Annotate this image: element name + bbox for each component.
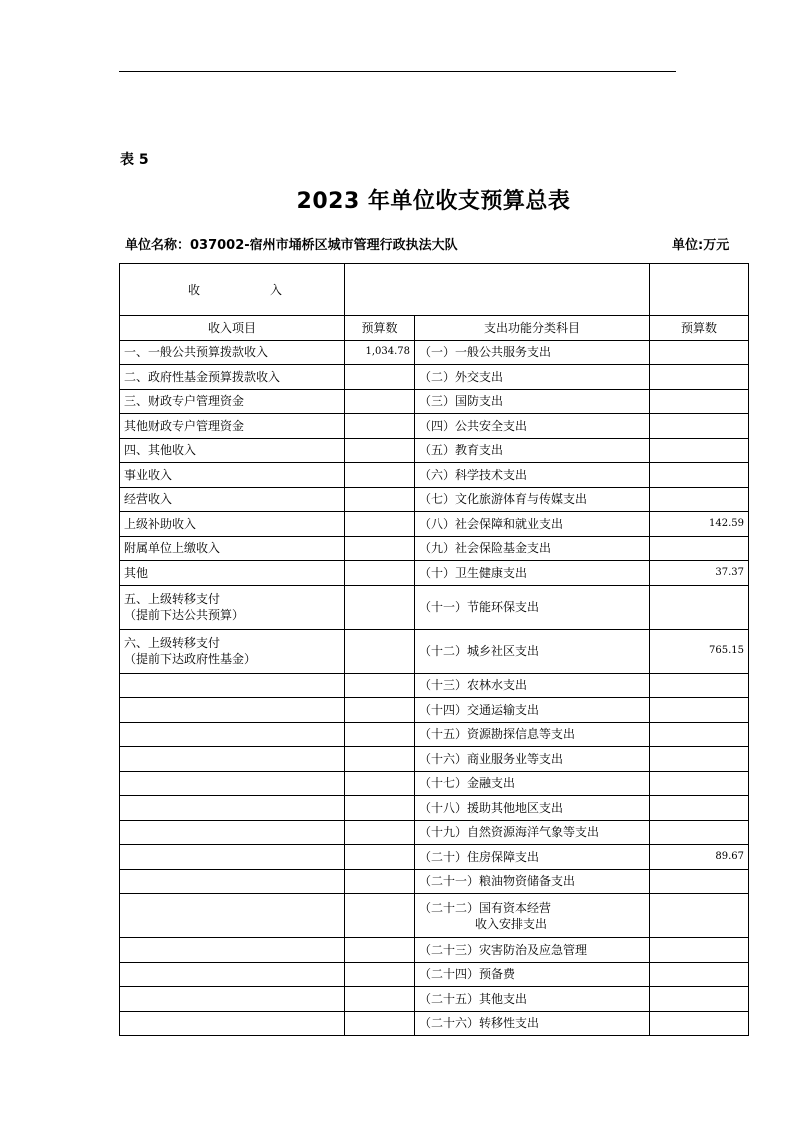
table-row	[120, 585, 749, 629]
income-amount	[345, 1011, 415, 1036]
table-column-header	[120, 316, 749, 341]
expense-cell: （四）公共安全支出	[415, 414, 650, 439]
income-amount	[345, 869, 415, 894]
table-row	[120, 673, 749, 698]
expense-cell: （二十三）灾害防治及应急管理	[415, 938, 650, 963]
expense-amount	[650, 463, 749, 488]
income-cell: 其他	[120, 561, 345, 586]
expense-amount	[650, 389, 749, 414]
expense-amount	[650, 414, 749, 439]
expense-cell	[415, 894, 650, 938]
table-row	[120, 512, 749, 537]
table-row	[120, 629, 749, 673]
expense-cell: （二十四）预备费	[415, 962, 650, 987]
income-amount	[345, 512, 415, 537]
col-income-item: 收入项目	[120, 316, 345, 341]
income-cell	[120, 820, 345, 845]
income-amount	[345, 438, 415, 463]
table-row	[120, 414, 749, 439]
expense-amount	[650, 722, 749, 747]
income-amount	[345, 845, 415, 870]
expense-cell: （五）教育支出	[415, 438, 650, 463]
table-row	[120, 340, 749, 365]
income-line-1: 六、上级转移支付	[124, 636, 221, 650]
income-group-char-2: 入	[270, 282, 283, 297]
expense-cell: （九）社会保险基金支出	[415, 536, 650, 561]
expense-cell: （二十五）其他支出	[415, 987, 650, 1012]
unit-name: 单位名称：037002-宿州市埇桥区城市管理行政执法大队	[125, 238, 458, 253]
expense-amount	[650, 938, 749, 963]
income-cell	[120, 629, 345, 673]
income-amount	[345, 673, 415, 698]
expense-amount	[650, 869, 749, 894]
expense-amount	[650, 820, 749, 845]
income-cell: 四、其他收入	[120, 438, 345, 463]
expense-amount	[650, 698, 749, 723]
income-cell	[120, 962, 345, 987]
expense-amount	[650, 673, 749, 698]
expense-amount	[650, 894, 749, 938]
income-group-header	[120, 264, 345, 316]
table-row	[120, 747, 749, 772]
income-line-1: 五、上级转移支付	[124, 592, 221, 606]
income-cell	[120, 845, 345, 870]
income-amount	[345, 771, 415, 796]
table-row	[120, 894, 749, 938]
expense-cell: （十四）交通运输支出	[415, 698, 650, 723]
expense-amount	[650, 771, 749, 796]
expense-cell: （三）国防支出	[415, 389, 650, 414]
income-cell	[120, 585, 345, 629]
income-amount	[345, 938, 415, 963]
table-row	[120, 365, 749, 390]
expense-line-2: 收入安排支出	[475, 916, 548, 931]
income-amount	[345, 747, 415, 772]
expense-amount	[650, 536, 749, 561]
income-cell: 上级补助收入	[120, 512, 345, 537]
income-cell	[120, 722, 345, 747]
income-group-char-1: 收	[188, 282, 201, 297]
income-cell	[120, 747, 345, 772]
expense-amount	[650, 1011, 749, 1036]
table-row	[120, 389, 749, 414]
income-cell	[120, 698, 345, 723]
income-amount	[345, 536, 415, 561]
income-amount	[345, 722, 415, 747]
expense-cell: （十一）节能环保支出	[415, 585, 650, 629]
expense-amount	[650, 438, 749, 463]
table-row	[120, 820, 749, 845]
table-row	[120, 869, 749, 894]
expense-cell: （十九）自然资源海洋气象等支出	[415, 820, 650, 845]
income-amount	[345, 414, 415, 439]
table-row	[120, 722, 749, 747]
expense-cell: （七）文化旅游体育与传媒支出	[415, 487, 650, 512]
income-cell: 一、一般公共预算拨款收入	[120, 340, 345, 365]
table-row	[120, 938, 749, 963]
income-cell: 三、财政专户管理资金	[120, 389, 345, 414]
blank-group-header	[650, 264, 749, 316]
income-cell	[120, 771, 345, 796]
table-row	[120, 463, 749, 488]
expense-amount: 89.67	[650, 845, 749, 870]
table-row	[120, 987, 749, 1012]
expense-cell: （二十六）转移性支出	[415, 1011, 650, 1036]
currency-unit: 单位:万元	[672, 238, 730, 253]
expense-amount: 765.15	[650, 629, 749, 673]
col-budget-2: 预算数	[650, 316, 749, 341]
income-amount	[345, 561, 415, 586]
expense-cell: （十）卫生健康支出	[415, 561, 650, 586]
income-amount	[345, 585, 415, 629]
expense-amount	[650, 987, 749, 1012]
expense-amount	[650, 340, 749, 365]
income-amount	[345, 894, 415, 938]
income-cell	[120, 894, 345, 938]
income-amount	[345, 796, 415, 821]
income-amount	[345, 389, 415, 414]
expense-cell: （六）科学技术支出	[415, 463, 650, 488]
income-amount	[345, 629, 415, 673]
col-expense-item: 支出功能分类科目	[415, 316, 650, 341]
income-cell: 事业收入	[120, 463, 345, 488]
table-row	[120, 561, 749, 586]
expense-cell: （十五）资源勘探信息等支出	[415, 722, 650, 747]
income-amount	[345, 365, 415, 390]
expense-cell: （十七）金融支出	[415, 771, 650, 796]
expense-line-1: （二十二）国有资本经营	[419, 900, 552, 915]
table-row	[120, 438, 749, 463]
income-amount: 1,034.78	[345, 340, 415, 365]
income-amount	[345, 987, 415, 1012]
table-row	[120, 698, 749, 723]
table-row	[120, 796, 749, 821]
expense-cell: （一）一般公共服务支出	[415, 340, 650, 365]
income-cell: 二、政府性基金预算拨款收入	[120, 365, 345, 390]
income-amount	[345, 487, 415, 512]
expense-amount	[650, 796, 749, 821]
expense-cell: （十六）商业服务业等支出	[415, 747, 650, 772]
expense-cell: （八）社会保障和就业支出	[415, 512, 650, 537]
income-cell: 经营收入	[120, 487, 345, 512]
expense-cell: （二）外交支出	[415, 365, 650, 390]
col-budget-1: 预算数	[345, 316, 415, 341]
table-row	[120, 487, 749, 512]
table-row	[120, 962, 749, 987]
income-amount	[345, 820, 415, 845]
expense-amount	[650, 962, 749, 987]
expense-amount	[650, 365, 749, 390]
income-amount	[345, 962, 415, 987]
income-cell	[120, 673, 345, 698]
page-title: 2023 年单位收支预算总表	[296, 189, 571, 214]
table-group-header	[120, 264, 749, 316]
expense-cell: （十八）援助其他地区支出	[415, 796, 650, 821]
table-row	[120, 771, 749, 796]
income-cell	[120, 987, 345, 1012]
expense-amount: 142.59	[650, 512, 749, 537]
table-row	[120, 1011, 749, 1036]
expense-cell: （二十一）粮油物资储备支出	[415, 869, 650, 894]
expense-cell: （十三）农林水支出	[415, 673, 650, 698]
expense-amount	[650, 487, 749, 512]
table-row	[120, 536, 749, 561]
income-amount	[345, 698, 415, 723]
table-number: 表 5	[120, 152, 149, 168]
expense-amount: 37.37	[650, 561, 749, 586]
income-line-2: （提前下达公共预算）	[124, 608, 245, 622]
budget-table	[119, 263, 749, 1036]
income-amount	[345, 463, 415, 488]
header-rule	[119, 71, 676, 72]
income-cell: 附属单位上缴收入	[120, 536, 345, 561]
expense-cell: （十二）城乡社区支出	[415, 629, 650, 673]
expense-group-header	[345, 264, 650, 316]
expense-cell: （二十）住房保障支出	[415, 845, 650, 870]
income-line-2: （提前下达政府性基金）	[124, 652, 257, 666]
income-cell	[120, 938, 345, 963]
income-cell	[120, 869, 345, 894]
income-cell	[120, 1011, 345, 1036]
expense-amount	[650, 747, 749, 772]
table-row	[120, 845, 749, 870]
income-cell: 其他财政专户管理资金	[120, 414, 345, 439]
expense-amount	[650, 585, 749, 629]
income-cell	[120, 796, 345, 821]
